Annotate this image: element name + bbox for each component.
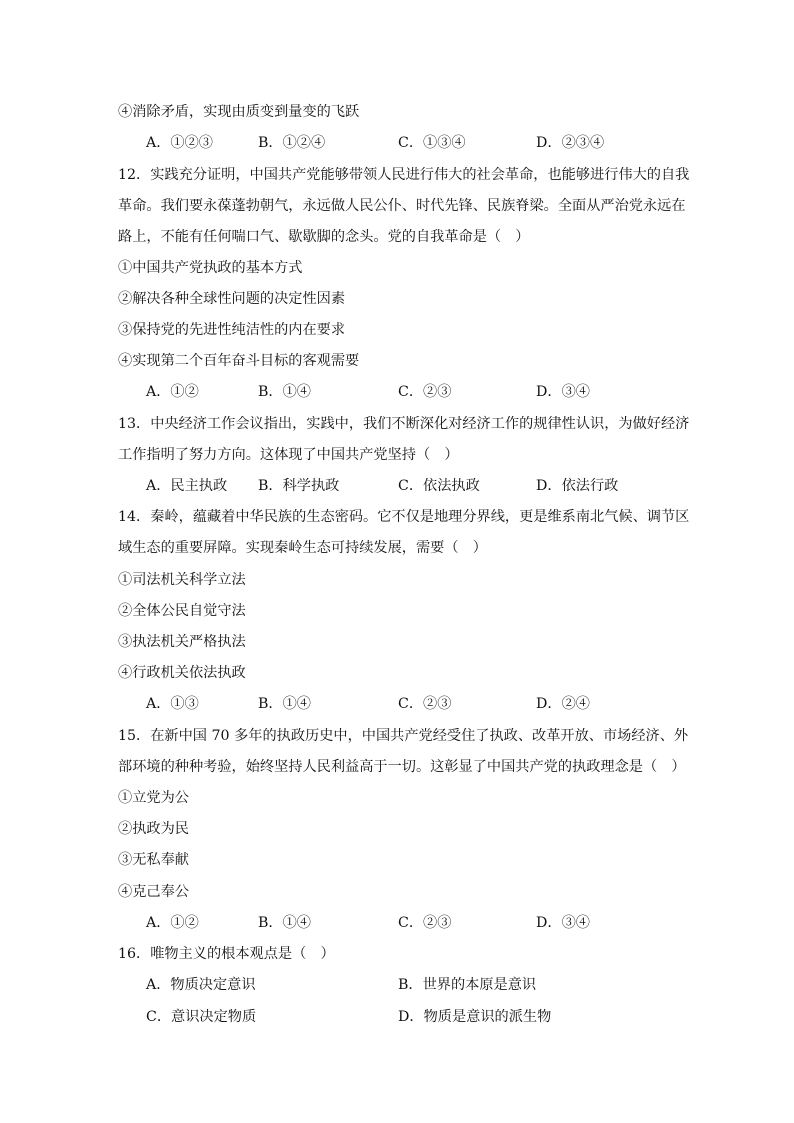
q11-option-b: B．①②④ xyxy=(258,135,326,151)
q15-option-b: B．①④ xyxy=(258,915,311,931)
q14-option-c: C．②③ xyxy=(398,696,452,712)
q14-item-2: ②全体公民自觉守法 xyxy=(118,603,246,619)
q12-item-2: ②解决各种全球性问题的决定性因素 xyxy=(118,291,346,307)
q13-stem-line-2: 工作指明了努力方向。这体现了中国共产党坚持（ ） xyxy=(118,447,459,463)
q12-stem-line-2: 革命。我们要永葆蓬勃朝气，永远做人民公仆、时代先锋、民族脊梁。全面从严治党永远在 xyxy=(118,198,686,214)
q15-item-4: ④克己奉公 xyxy=(118,884,189,900)
q15-item-3: ③无私奉献 xyxy=(118,852,189,868)
q12-option-c: C．②③ xyxy=(398,384,452,400)
q14-item-3: ③执法机关严格执法 xyxy=(118,634,246,650)
q16-stem: 16．唯物主义的根本观点是（ ） xyxy=(118,946,335,962)
q13-option-d: D．依法行政 xyxy=(536,478,619,494)
q15-item-2: ②执政为民 xyxy=(118,821,189,837)
q15-item-1: ①立党为公 xyxy=(118,790,189,806)
q15-stem-line-1: 15．在新中国 70 多年的执政历史中，中国共产党经受住了执政、改革开放、市场经济、外 xyxy=(118,728,689,744)
q14-stem-line-2: 域生态的重要屏障。实现秦岭生态可持续发展，需要（ ） xyxy=(118,540,487,556)
q11-option-d: D．②③④ xyxy=(536,135,605,151)
q14-option-d: D．②④ xyxy=(536,696,590,712)
q15-option-c: C．②③ xyxy=(398,915,452,931)
q15-stem-line-2: 部环境的种种考验，始终坚持人民利益高于一切。这彰显了中国共产党的执政理念是（ ） xyxy=(118,759,686,775)
q14-stem-line-1: 14．秦岭，蕴藏着中华民族的生态密码。它不仅是地理分界线，更是维系南北气候、调节区 xyxy=(118,509,690,525)
q13-option-c: C．依法执政 xyxy=(398,478,480,494)
q16-option-c: C．意识决定物质 xyxy=(146,1009,257,1025)
q14-item-4: ④行政机关依法执政 xyxy=(118,665,246,681)
q13-stem-line-1: 13．中央经济工作会议指出，实践中，我们不断深化对经济工作的规律性认识，为做好经济 xyxy=(118,416,690,432)
q16-option-b: B．世界的本原是意识 xyxy=(398,977,537,993)
q12-item-1: ①中国共产党执政的基本方式 xyxy=(118,260,303,276)
q12-item-4: ④实现第二个百年奋斗目标的客观需要 xyxy=(118,353,360,369)
q12-option-b: B．①④ xyxy=(258,384,311,400)
q15-option-d: D．③④ xyxy=(536,915,590,931)
q16-option-a: A．物质决定意识 xyxy=(146,977,256,993)
q14-option-b: B．①④ xyxy=(258,696,311,712)
q13-option-a: A．民主执政 xyxy=(146,478,228,494)
q12-stem-line-3: 路上，不能有任何喘口气、歇歇脚的念头。党的自我革命是（ ） xyxy=(118,229,530,245)
q11-item-4: ④消除矛盾，实现由质变到量变的飞跃 xyxy=(118,104,360,120)
q12-option-a: A．①② xyxy=(146,384,199,400)
q16-option-d: D．物质是意识的派生物 xyxy=(398,1009,552,1025)
q13-option-b: B．科学执政 xyxy=(258,478,340,494)
q12-item-3: ③保持党的先进性纯洁性的内在要求 xyxy=(118,322,346,338)
q11-option-a: A．①②③ xyxy=(146,135,213,151)
q15-option-a: A．①② xyxy=(146,915,199,931)
q14-item-1: ①司法机关科学立法 xyxy=(118,572,246,588)
q14-option-a: A．①③ xyxy=(146,696,199,712)
q12-stem-line-1: 12．实践充分证明，中国共产党能够带领人民进行伟大的社会革命，也能够进行伟大的自我 xyxy=(118,167,690,183)
q12-option-d: D．③④ xyxy=(536,384,590,400)
q11-option-c: C．①③④ xyxy=(398,135,466,151)
